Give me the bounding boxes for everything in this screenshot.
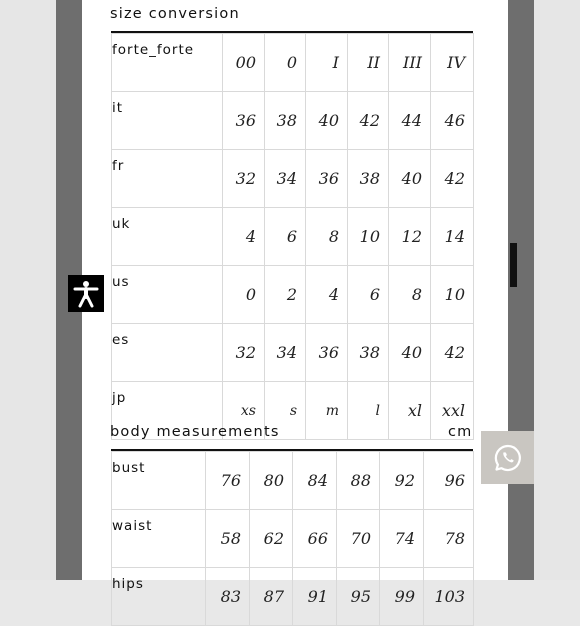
table-cell: 96 bbox=[424, 452, 474, 510]
whatsapp-chat-button[interactable] bbox=[481, 431, 534, 484]
table-cell: 4 bbox=[223, 208, 265, 266]
table-cell: 66 bbox=[293, 510, 337, 568]
header-cell: IV bbox=[431, 34, 474, 92]
table-cell: 40 bbox=[306, 92, 348, 150]
table-cell: 103 bbox=[424, 568, 474, 626]
accessibility-button[interactable] bbox=[68, 275, 104, 312]
table-cell: 62 bbox=[250, 510, 293, 568]
table-cell: 42 bbox=[431, 324, 474, 382]
table-cell: 8 bbox=[306, 208, 348, 266]
body-measurements-title: body measurements bbox=[110, 424, 280, 440]
table-row bbox=[112, 452, 474, 510]
table-row bbox=[112, 510, 474, 568]
measurement-unit: cm bbox=[448, 424, 473, 440]
accessibility-icon bbox=[73, 280, 99, 308]
row-label: bust bbox=[112, 452, 206, 510]
table-cell: 76 bbox=[206, 452, 250, 510]
table-row bbox=[112, 208, 474, 266]
table-cell: 40 bbox=[389, 324, 431, 382]
table-row bbox=[112, 568, 474, 626]
header-cell: III bbox=[389, 34, 431, 92]
row-label: waist bbox=[112, 510, 206, 568]
table-cell: 91 bbox=[293, 568, 337, 626]
table-cell: 78 bbox=[424, 510, 474, 568]
table-cell: 80 bbox=[250, 452, 293, 510]
table-cell: 6 bbox=[265, 208, 306, 266]
size-conversion-table bbox=[111, 33, 474, 440]
row-label: es bbox=[112, 324, 223, 382]
table-cell: 2 bbox=[265, 266, 306, 324]
table-cell: 95 bbox=[337, 568, 380, 626]
header-cell: I bbox=[306, 34, 348, 92]
size-conversion-title: size conversion bbox=[110, 6, 240, 22]
table-cell: 38 bbox=[348, 150, 389, 208]
table-row bbox=[112, 150, 474, 208]
row-label: fr bbox=[112, 150, 223, 208]
table-cell: 12 bbox=[389, 208, 431, 266]
table-cell: 4 bbox=[306, 266, 348, 324]
row-label: it bbox=[112, 92, 223, 150]
brand-size-label: forte_forte bbox=[112, 34, 223, 92]
table-cell: 42 bbox=[348, 92, 389, 150]
table-cell: 36 bbox=[223, 92, 265, 150]
header-cell: 0 bbox=[265, 34, 306, 92]
row-label: jp bbox=[112, 382, 223, 440]
table-cell: 38 bbox=[265, 92, 306, 150]
table-cell: xl bbox=[389, 382, 431, 440]
table-cell: 99 bbox=[380, 568, 424, 626]
size-guide-modal bbox=[82, 0, 508, 606]
row-label: uk bbox=[112, 208, 223, 266]
body-measurements-table bbox=[111, 451, 474, 626]
backdrop-scroll-marker bbox=[510, 243, 517, 287]
table-cell: 6 bbox=[348, 266, 389, 324]
header-cell: II bbox=[348, 34, 389, 92]
table-cell: 38 bbox=[348, 324, 389, 382]
table-cell: 10 bbox=[348, 208, 389, 266]
table-row bbox=[112, 34, 474, 92]
page-edge-left bbox=[0, 0, 56, 580]
table-cell: l bbox=[348, 382, 389, 440]
table-cell: 84 bbox=[293, 452, 337, 510]
table-cell: 40 bbox=[389, 150, 431, 208]
header-cell: 00 bbox=[223, 34, 265, 92]
table-cell: s bbox=[265, 382, 306, 440]
table-cell: 36 bbox=[306, 150, 348, 208]
table-cell: 92 bbox=[380, 452, 424, 510]
table-cell: 34 bbox=[265, 150, 306, 208]
table-cell: 83 bbox=[206, 568, 250, 626]
table-row bbox=[112, 324, 474, 382]
row-label: us bbox=[112, 266, 223, 324]
table-cell: 36 bbox=[306, 324, 348, 382]
table-cell: m bbox=[306, 382, 348, 440]
table-cell: 42 bbox=[431, 150, 474, 208]
table-cell: 32 bbox=[223, 324, 265, 382]
table-cell: 34 bbox=[265, 324, 306, 382]
table-cell: 0 bbox=[223, 266, 265, 324]
table-cell: 14 bbox=[431, 208, 474, 266]
table-cell: 70 bbox=[337, 510, 380, 568]
table-cell: 8 bbox=[389, 266, 431, 324]
table-cell: 32 bbox=[223, 150, 265, 208]
page-edge-right bbox=[534, 0, 580, 580]
table-cell: 10 bbox=[431, 266, 474, 324]
table-cell: 87 bbox=[250, 568, 293, 626]
table-row bbox=[112, 266, 474, 324]
table-cell: 58 bbox=[206, 510, 250, 568]
whatsapp-icon bbox=[493, 443, 523, 473]
table-cell: 46 bbox=[431, 92, 474, 150]
table-cell: 44 bbox=[389, 92, 431, 150]
backdrop-overlay-right[interactable] bbox=[508, 0, 534, 580]
table-cell: 74 bbox=[380, 510, 424, 568]
table-row bbox=[112, 92, 474, 150]
table-cell: xs bbox=[223, 382, 265, 440]
table-cell: xxl bbox=[431, 382, 474, 440]
table-cell: 88 bbox=[337, 452, 380, 510]
row-label: hips bbox=[112, 568, 206, 626]
